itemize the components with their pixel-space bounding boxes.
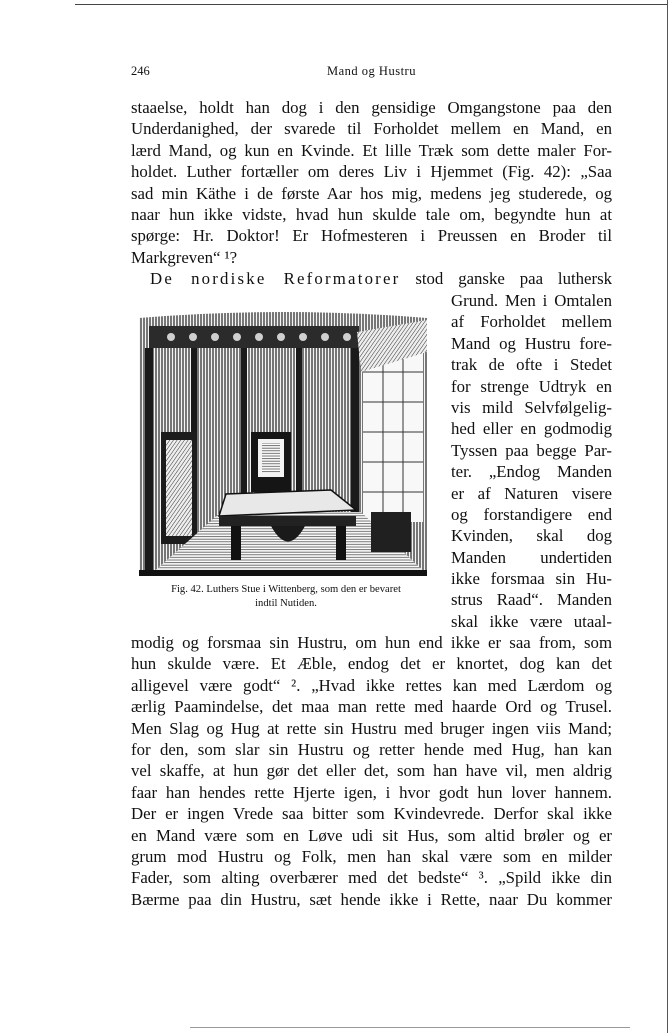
text-line: lærd Mand, og kun en Kvinde. Et lille Træk som dette maler For-	[131, 140, 612, 160]
text-line: Grund. Men i Omtalen	[451, 291, 612, 310]
text-line: staaelse, holdt han dog i den gensidige Omgangstone paa den	[131, 98, 612, 117]
text-line: Markgreven“ ¹?	[131, 247, 238, 267]
text-line: Der er ingen Vrede saa bitter som Kvindevrede. Derfor skal ikke	[131, 804, 612, 824]
text-line: Manden undertiden	[451, 547, 612, 567]
text-line: grum mod Hustru og Folk, men han skal være som en milder	[131, 846, 612, 866]
scan-edge-bottom	[190, 1027, 630, 1028]
text-line: Men Slag og Hug at rette sin Hustru med bruger ingen viis Mand;	[131, 718, 612, 738]
text-line: spørge: Hr. Doktor! Er Hofmesteren i Preussen en Broder til	[131, 226, 612, 246]
scan-edge-right	[667, 0, 668, 1033]
paragraph-start-line	[131, 268, 612, 289]
text-line: sad min Käthe i de første Aar hos mig, medens jeg studerede, og	[131, 183, 612, 203]
text-line: skal ikke være utaal-	[451, 611, 612, 631]
running-title: Mand og Hustru	[327, 64, 416, 78]
spaced-heading-text: De nordiske Reformatorer	[150, 269, 401, 289]
text-line: for strenge Udtryk en	[451, 376, 612, 396]
text-line: og forstandigere end	[451, 504, 612, 524]
text-line: alligevel være godt“ ². „Hvad ikke rettes kan med Lærdom og	[131, 675, 612, 695]
engraving-illustration	[131, 312, 434, 580]
text-line: ter. „Endog Manden	[451, 462, 612, 482]
text-line: naar hun ikke vidste, hvad hun skulde tale om, begyndte hun at	[131, 204, 612, 224]
text-line: ærlig Paamindelse, det maa man rette med haarde Ord og Trusel.	[131, 697, 612, 717]
caption-line: Fig. 42. Luthers Stue i Wittenberg, som den er bevaret	[171, 584, 401, 595]
text-line: for den, som slar sin Hustru og retter hende med Hug, han kan	[131, 739, 612, 759]
figure-caption	[131, 583, 441, 610]
text-line: Bærme paa din Hustru, sæt hende ikke i Rette, naar Du kommer	[131, 889, 612, 909]
text-line: trak de ofte i Stedet	[451, 355, 612, 375]
text-line: holdet. Luther fortæller om deres Liv i Hjemmet (Fig. 42): „Saa	[131, 162, 612, 182]
text-line: Kvinden, skal dog	[451, 526, 612, 546]
text-line: vel skaffe, at hun gør det eller det, som han have vil, men aldrig	[131, 761, 612, 781]
text-line: vis mild Selvfølgelig-	[451, 397, 612, 417]
caption-line: indtil Nutiden.	[255, 597, 317, 609]
text-line: Fader, som alting overbærer med det bedste“ ³. „Spild ikke din	[131, 868, 612, 888]
text-line: hun skulde være. Et Æble, endog det er knortet, dog kan det	[131, 654, 612, 674]
text-line: hed eller en godmodig	[451, 419, 612, 439]
text-line: af Forholdet mellem	[451, 312, 612, 332]
text-line: faar han hendes rette Hjerte igen, i hvor godt hun lover hannem.	[131, 782, 612, 802]
text-run: stod ganske paa luthersk	[415, 269, 612, 289]
text-block-bottom	[131, 632, 612, 910]
page-number: 246	[131, 64, 150, 78]
text-line: en Mand være som en Løve udi sit Hus, som altid brøler og er	[131, 825, 612, 845]
page-header	[131, 64, 612, 82]
text-line: Underdanighed, der svarede til Forholdet mellem en Mand, en	[131, 119, 612, 139]
figure-luthers-stue	[131, 312, 434, 580]
text-line: er af Naturen visere	[451, 483, 612, 503]
text-line: strus Raad“. Manden	[451, 590, 612, 610]
text-line: Tyssen paa begge Par-	[451, 440, 612, 460]
text-block-right-column	[451, 290, 612, 632]
text-line: ikke forsmaa sin Hu-	[451, 569, 612, 589]
text-line: modig og forsmaa sin Hustru, om hun end ikke er saa from, som	[131, 633, 612, 652]
scan-edge-top	[75, 4, 667, 5]
text-block-top	[131, 97, 612, 290]
text-line: Mand og Hustru fore-	[451, 333, 612, 353]
